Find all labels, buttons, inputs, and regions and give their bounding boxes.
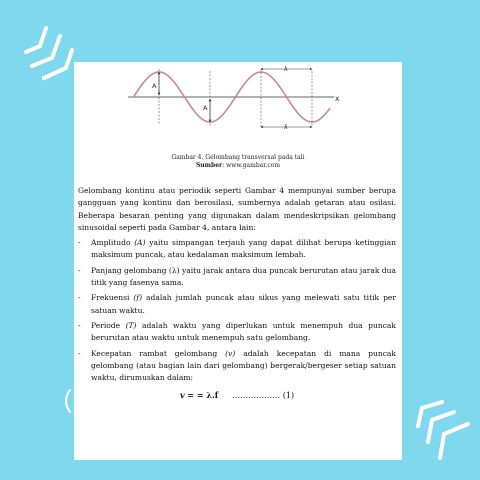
figure-caption: Gambar 4. Gelombang transversal pada tali [171,154,305,161]
formula-lhs: v = [179,390,195,401]
list-item-wavelength [78,265,396,290]
formula-dots: ……………… [232,391,281,401]
axis-x-label: X [335,95,340,103]
source-label: Sumber [195,162,223,169]
amplitude-label-bottom: A [203,104,208,112]
symbol: (A) [134,238,146,248]
definition: yaitu simpangan terjauh yang dapat dilihat berupa ketinggian maksimum puncak, atau kedalaman maksimum lembah. [91,238,396,260]
term: Amplitudo [91,238,131,248]
formula-rhs: = λ.f [194,390,219,401]
list-item-frequency [78,292,396,317]
symbol: (v) [225,348,236,358]
symbol: (λ) [168,265,180,275]
list-bullet: - [78,293,81,303]
document-body [78,185,396,403]
list-bullet: - [78,320,81,330]
decor-arc-left-icon [60,386,74,416]
amplitude-label-top: A [152,82,157,90]
source-value: : www.gambar.com [222,162,281,169]
figure-source [74,162,402,170]
list-item-period [78,320,396,345]
wave-figure [126,65,352,133]
term: Periode [91,320,121,330]
decor-strokes-bottom-right-icon [408,396,474,462]
decor-strokes-top-left-icon [18,22,78,82]
document-page [74,62,402,460]
list-item-amplitude [78,237,396,262]
term: Frekuensi [91,293,130,303]
list-item-velocity [78,348,396,385]
intro-paragraph: Gelombang kontinu atau periodik seperti Gambar 4 mempunyai sumber berupa gangguan yang kontinu dan berosilasi, sumbernya adalah getaran atau osilasi. Beberapa besaran penting yang digunakan dalam mendeskripsikan gelombang sinusoidal seperti pada Gambar 4, antara lain: [78,186,396,232]
list-bullet: - [78,265,81,275]
wavelength-label-bottom: λ [284,124,288,131]
formula-line [78,389,396,402]
transverse-wave-diagram [126,65,352,133]
symbol: (f) [133,293,143,303]
list-bullet: - [78,348,81,358]
definition: adalah waktu yang diperlukan untuk menempuh dua puncak berurutan atau waktu untuk menempuh satu gelombang. [91,320,397,343]
formula-number: (1) [280,391,295,401]
wavelength-label-top: λ [284,66,288,73]
symbol: (T) [125,320,137,330]
list-bullet: - [78,238,81,248]
figure-caption-block [74,154,402,170]
term: Panjang gelombang [91,265,167,275]
definition: adalah jumlah puncak atau sikus yang melewati satu titik per satuan waktu. [91,293,397,315]
term: Kecepatan rambat gelombang [91,348,218,358]
definition: adalah kecepatan di mana puncak gelombang (atau bagian lain dari gelombang) bergerak/bergeser setiap satuan waktu, dirumuskan dalam: [91,348,396,383]
definition: yaitu jarak antara dua puncak berurutan atau jarak dua titik yang fasenya sama. [91,265,396,288]
